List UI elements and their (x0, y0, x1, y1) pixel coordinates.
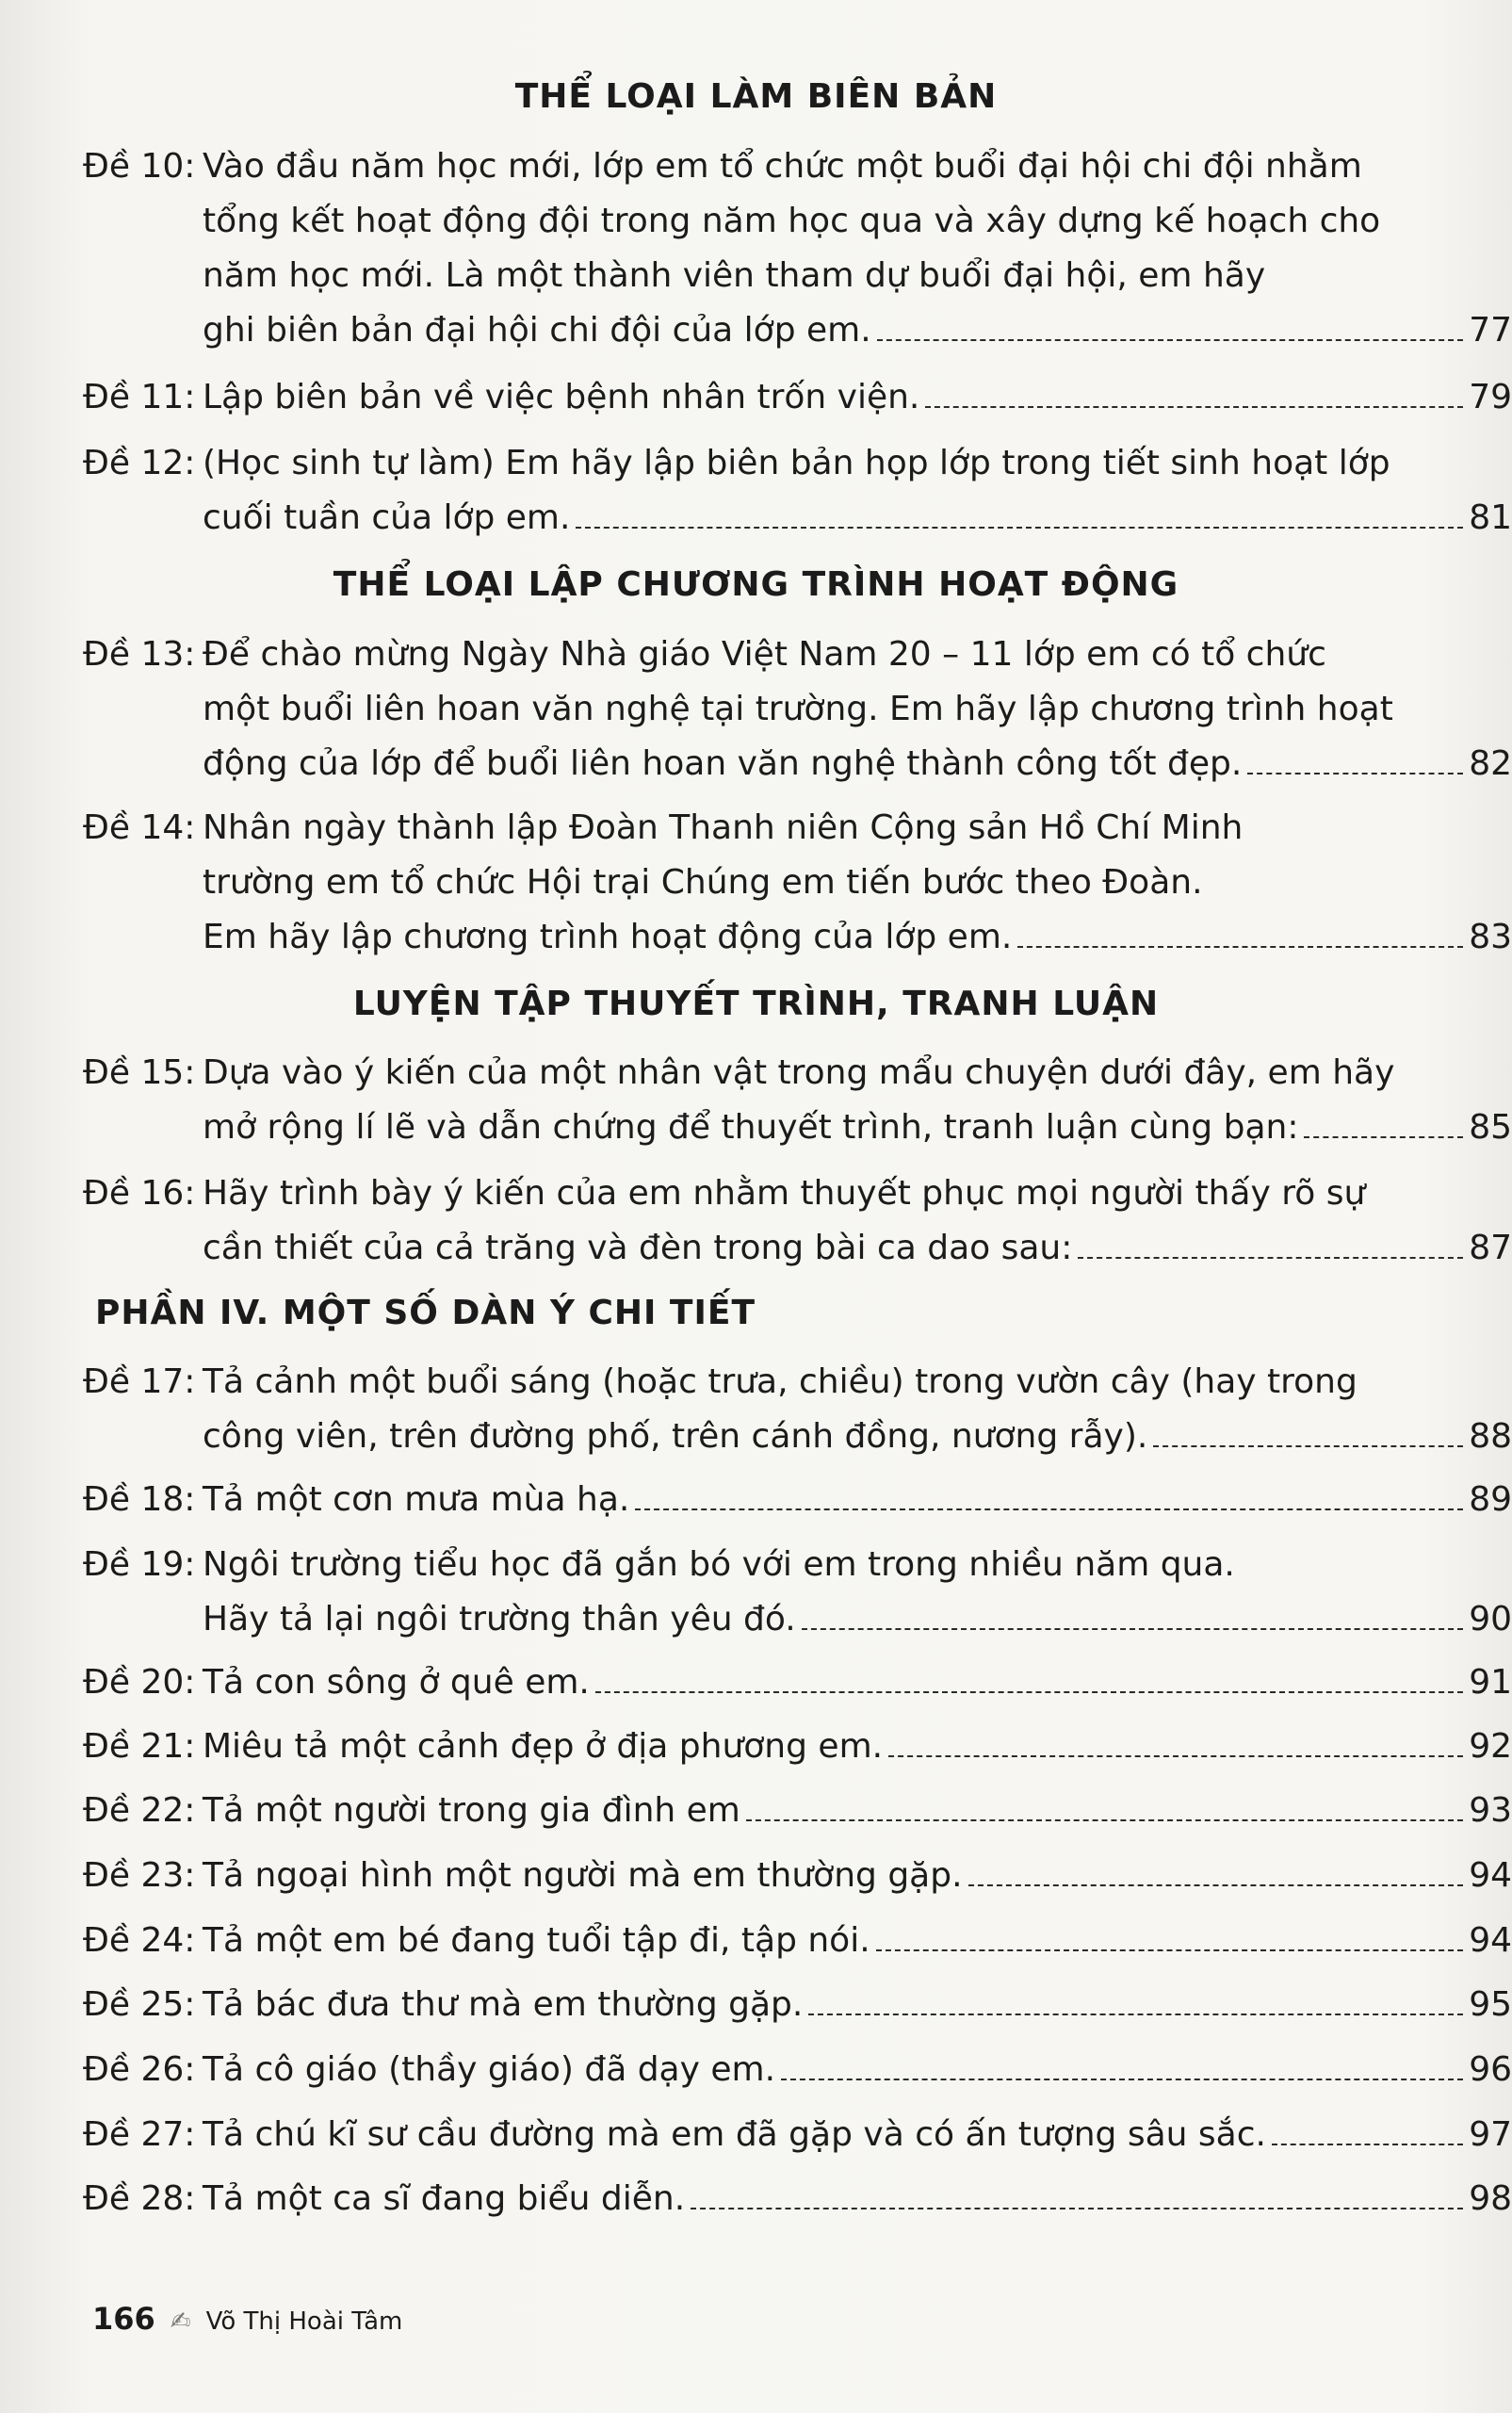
entry-line: năm học mới. Là một thành viên tham dự buổi đại hội, em hãy (203, 256, 1266, 295)
entry-last-line (203, 1784, 1512, 1838)
publisher-logo-icon: ✍ (170, 2307, 191, 2336)
toc-entry (83, 2172, 1512, 2226)
page-number: 93 (1469, 1791, 1512, 1830)
entry-last-line (203, 1410, 1512, 1464)
footer-page-number: 166 (92, 2301, 155, 2337)
entry-last-line (203, 1221, 1512, 1276)
page-number: 77 (1469, 311, 1512, 350)
entry-text: Miêu tả một cảnh đẹp ở địa phương em. (203, 1727, 884, 1766)
entry-last-line (203, 1978, 1512, 2032)
page-number: 87 (1469, 1229, 1512, 1267)
toc-entry (83, 1046, 1512, 1155)
entry-last-line (203, 1473, 1512, 1527)
entry-text: Tả chú kĩ sư cầu đường mà em đã gặp và có ấn tượng sâu sắc. (203, 2115, 1266, 2154)
entry-line: một buổi liên hoan văn nghệ tại trường. Em hãy lập chương trình hoạt (203, 690, 1393, 728)
entry-text: Tả bác đưa thư mà em thường gặp. (203, 1985, 804, 2024)
entry-text: mở rộng lí lẽ và dẫn chứng để thuyết trình, tranh luận cùng bạn: (203, 1108, 1299, 1147)
toc-entry (83, 1655, 1512, 1710)
page-number: 95 (1469, 1985, 1512, 2024)
page-number: 85 (1469, 1108, 1512, 1147)
dot-leader (877, 339, 1464, 341)
entry-text: Tả một ca sĩ đang biểu diễn. (203, 2179, 686, 2218)
entry-text: Em hãy lập chương trình hoạt động của lớp em. (203, 918, 1013, 956)
toc-entry (83, 1355, 1512, 1464)
entry-text: Tả cô giáo (thầy giáo) đã dạy em. (203, 2050, 776, 2089)
entry-number: Đề 14: (83, 808, 196, 847)
entry-text: Tả con sông ở quê em. (203, 1663, 590, 1702)
dot-leader (1017, 946, 1463, 948)
section-heading-bien-ban: THỂ LOẠI LÀM BIÊN BẢN (514, 77, 998, 116)
page-number: 81 (1469, 498, 1512, 537)
entry-last-line (203, 491, 1512, 546)
page-number: 97 (1469, 2115, 1512, 2154)
dot-leader (1078, 1257, 1463, 1259)
entry-text: ghi biên bản đại hội chi đội của lớp em. (203, 311, 871, 350)
footer-author: Võ Thị Hoài Tâm (205, 2307, 403, 2336)
entry-number: Đề 25: (83, 1985, 196, 2024)
dot-leader (781, 2079, 1463, 2080)
entry-line: Dựa vào ý kiến của một nhân vật trong mẩu chuyện dưới đây, em hãy (203, 1053, 1395, 1092)
entry-text: Lập biên bản về việc bệnh nhân trốn viện. (203, 378, 920, 416)
entry-number: Đề 15: (83, 1053, 196, 1092)
page-number: 92 (1469, 1727, 1512, 1766)
toc-entry (83, 1914, 1512, 1968)
entry-number: Đề 20: (83, 1663, 196, 1702)
entry-line: Tả cảnh một buổi sáng (hoặc trưa, chiều) trong vườn cây (hay trong (203, 1362, 1358, 1401)
toc-entry (83, 370, 1512, 425)
page-number: 91 (1469, 1663, 1512, 1702)
page-number: 89 (1469, 1480, 1512, 1519)
toc-entry (83, 2043, 1512, 2097)
dot-leader (1247, 773, 1463, 774)
entry-number: Đề 18: (83, 1480, 196, 1519)
entry-last-line (203, 1914, 1512, 1968)
entry-number: Đề 21: (83, 1727, 196, 1766)
dot-leader (802, 1628, 1464, 1630)
entry-line: Hãy trình bày ý kiến của em nhằm thuyết phục mọi người thấy rõ sự (203, 1174, 1366, 1213)
entry-last-line (203, 1101, 1512, 1155)
entry-last-line (203, 737, 1512, 791)
page-number: 82 (1469, 744, 1512, 783)
entry-last-line (203, 1849, 1512, 1903)
entry-number: Đề 22: (83, 1791, 196, 1830)
dot-leader (691, 2208, 1463, 2209)
part-heading: PHẦN IV. MỘT SỐ DÀN Ý CHI TIẾT (95, 1294, 756, 1332)
entry-number: Đề 19: (83, 1545, 196, 1584)
toc-entry (83, 1538, 1512, 1647)
entry-number: Đề 13: (83, 635, 196, 674)
section-heading-chuong-trinh: THỂ LOẠI LẬP CHƯƠNG TRÌNH HOẠT ĐỘNG (333, 565, 1179, 604)
entry-text: Tả một em bé đang tuổi tập đi, tập nói. (203, 1921, 870, 1960)
dot-leader (1272, 2144, 1463, 2145)
page-number: 88 (1469, 1417, 1512, 1456)
entry-last-line (203, 1720, 1512, 1774)
toc-entry (83, 1473, 1512, 1527)
page-number: 94 (1469, 1856, 1512, 1895)
entry-number: Đề 27: (83, 2115, 196, 2154)
entry-line: Vào đầu năm học mới, lớp em tổ chức một buổi đại hội chi đội nhằm (203, 147, 1362, 186)
toc-entry (83, 2108, 1512, 2162)
toc-entry (83, 1166, 1512, 1276)
page-number: 98 (1469, 2179, 1512, 2218)
entry-last-line (203, 370, 1512, 425)
toc-entry (83, 1720, 1512, 1774)
page-footer (92, 2301, 402, 2337)
entry-number: Đề 12: (83, 444, 196, 482)
entry-last-line (203, 1655, 1512, 1710)
toc-entry (83, 139, 1512, 358)
entry-last-line (203, 303, 1512, 358)
entry-number: Đề 11: (83, 378, 196, 416)
dot-leader (746, 1819, 1463, 1821)
page-number: 90 (1469, 1600, 1512, 1639)
page-number: 79 (1469, 378, 1512, 416)
entry-last-line (203, 2043, 1512, 2097)
toc-entry (83, 1978, 1512, 2032)
entry-text: Tả một người trong gia đình em (203, 1791, 740, 1830)
toc-entry (83, 628, 1512, 791)
page-number: 94 (1469, 1921, 1512, 1960)
toc-entry (83, 1784, 1512, 1838)
entry-last-line (203, 1592, 1512, 1647)
entry-text: Tả một cơn mưa mùa hạ. (203, 1480, 630, 1519)
entry-line: tổng kết hoạt động đội trong năm học qua và xây dựng kế hoạch cho (203, 202, 1381, 240)
entry-number: Đề 23: (83, 1856, 196, 1895)
dot-leader (576, 527, 1463, 529)
entry-text: Tả ngoại hình một người mà em thường gặp. (203, 1856, 963, 1895)
dot-leader (968, 1884, 1464, 1886)
dot-leader (1153, 1445, 1463, 1447)
entry-number: Đề 17: (83, 1362, 196, 1401)
section-heading-thuyet-trinh: LUYỆN TẬP THUYẾT TRÌNH, TRANH LUẬN (352, 985, 1160, 1023)
entry-line: Nhân ngày thành lập Đoàn Thanh niên Cộng sản Hồ Chí Minh (203, 808, 1244, 847)
entry-text: động của lớp để buổi liên hoan văn nghệ thành công tốt đẹp. (203, 744, 1243, 783)
entry-text: Hãy tả lại ngôi trường thân yêu đó. (203, 1600, 796, 1639)
entry-line: Ngôi trường tiểu học đã gắn bó với em trong nhiều năm qua. (203, 1545, 1235, 1584)
toc-entry (83, 436, 1512, 546)
entry-number: Đề 24: (83, 1921, 196, 1960)
entry-text: cần thiết của cả trăng và đèn trong bài ca dao sau: (203, 1229, 1073, 1267)
page-number: 96 (1469, 2050, 1512, 2089)
dot-leader (1304, 1136, 1463, 1138)
toc-entry (83, 801, 1512, 965)
entry-text: công viên, trên đường phố, trên cánh đồng, nương rẫy). (203, 1417, 1148, 1456)
dot-leader (925, 406, 1463, 408)
entry-last-line (203, 910, 1512, 965)
entry-number: Đề 28: (83, 2179, 196, 2218)
entry-number: Đề 26: (83, 2050, 196, 2089)
dot-leader (876, 1949, 1464, 1951)
entry-line: Để chào mừng Ngày Nhà giáo Việt Nam 20 – 11 lớp em có tổ chức (203, 635, 1326, 674)
entry-number: Đề 10: (83, 147, 196, 186)
entry-last-line (203, 2108, 1512, 2162)
page-number: 83 (1469, 918, 1512, 956)
dot-leader (635, 1508, 1463, 1510)
dot-leader (808, 2014, 1463, 2015)
entry-line: trường em tổ chức Hội trại Chúng em tiến bước theo Đoàn. (203, 863, 1203, 902)
entry-line: (Học sinh tự làm) Em hãy lập biên bản họp lớp trong tiết sinh hoạt lớp (203, 444, 1390, 482)
entry-text: cuối tuần của lớp em. (203, 498, 571, 537)
entry-number: Đề 16: (83, 1174, 196, 1213)
entry-last-line (203, 2172, 1512, 2226)
dot-leader (595, 1691, 1463, 1693)
dot-leader (888, 1755, 1463, 1757)
toc-entry (83, 1849, 1512, 1903)
